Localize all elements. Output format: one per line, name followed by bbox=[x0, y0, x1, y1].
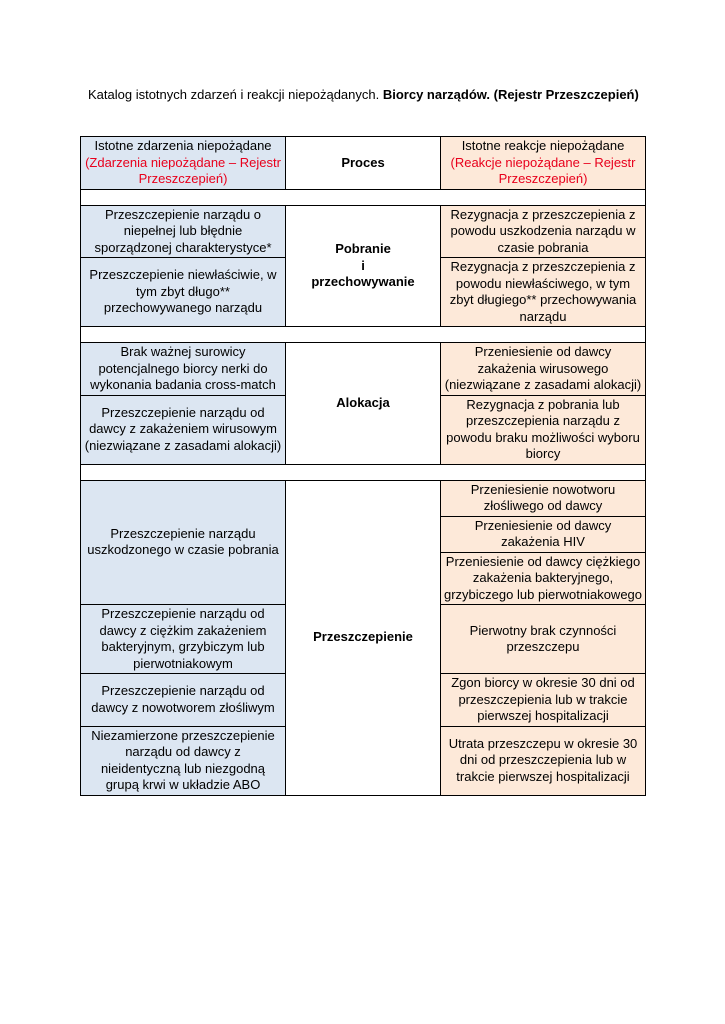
header-process-cell: Proces bbox=[286, 137, 441, 190]
catalog-table bbox=[80, 136, 646, 796]
document-title bbox=[88, 86, 708, 103]
process-cell: Pobranie i przechowywanie bbox=[286, 205, 441, 327]
event-cell: Przeszczepienie niewłaściwie, w tym zbyt długo** przechowywanego narządu bbox=[81, 258, 286, 327]
reaction-cell: Pierwotny brak czynności przeszczepu bbox=[441, 605, 646, 674]
table-row bbox=[81, 343, 646, 396]
table-row bbox=[81, 480, 646, 516]
event-cell: Przeszczepienie narządu o niepełnej lub błędnie sporządzonej charakterystyce* bbox=[81, 205, 286, 258]
event-cell: Niezamierzone przeszczepienie narządu od dawcy z nieidentyczną lub niezgodną grupą krwi w układzie ABO bbox=[81, 726, 286, 795]
reaction-cell: Przeniesienie nowotworu złośliwego od dawcy bbox=[441, 480, 646, 516]
header-events-sub: (Zdarzenia niepożądane – Rejestr Przeszczepień) bbox=[85, 154, 281, 186]
event-cell: Przeszczepienie narządu od dawcy z nowotworem złośliwym bbox=[81, 674, 286, 727]
reaction-cell: Przeniesienie od dawcy zakażenia HIV bbox=[441, 516, 646, 552]
event-cell: Przeszczepienie narządu od dawcy z zakażeniem wirusowym (niezwiązane z zasadami alokacji) bbox=[81, 395, 286, 464]
reaction-cell: Przeniesienie od dawcy ciężkiego zakażenia bakteryjnego, grzybiczego lub pierwotniakowego bbox=[441, 552, 646, 605]
table-row bbox=[81, 205, 646, 258]
process-cell: Przeszczepienie bbox=[286, 480, 441, 795]
process-cell: Alokacja bbox=[286, 343, 441, 465]
header-reactions-sub: (Reakcje niepożądane – Rejestr Przeszczepień) bbox=[450, 154, 636, 186]
spacer-row bbox=[81, 327, 646, 343]
header-reactions-cell bbox=[441, 137, 646, 190]
reaction-cell: Zgon biorcy w okresie 30 dni od przeszczepienia lub w trakcie pierwszej hospitalizacji bbox=[441, 674, 646, 727]
spacer-row bbox=[81, 189, 646, 205]
spacer-row bbox=[81, 464, 646, 480]
header-row bbox=[81, 137, 646, 190]
event-cell: Przeszczepienie narządu uszkodzonego w czasie pobrania bbox=[81, 480, 286, 605]
reaction-cell: Rezygnacja z przeszczepienia z powodu uszkodzenia narządu w czasie pobrania bbox=[441, 205, 646, 258]
header-reactions-label: Istotne reakcje niepożądane bbox=[461, 138, 625, 153]
title-normal: Katalog istotnych zdarzeń i reakcji niepożądanych. bbox=[88, 87, 383, 102]
header-events-cell bbox=[81, 137, 286, 190]
title-bold: Biorcy narządów. (Rejestr Przeszczepień) bbox=[382, 87, 639, 102]
reaction-cell: Rezygnacja z pobrania lub przeszczepienia narządu z powodu braku możliwości wyboru biorcy bbox=[441, 395, 646, 464]
reaction-cell: Przeniesienie od dawcy zakażenia wirusowego (niezwiązane z zasadami alokacji) bbox=[441, 343, 646, 396]
event-cell: Brak ważnej surowicy potencjalnego biorcy nerki do wykonania badania cross-match bbox=[81, 343, 286, 396]
header-events-label: Istotne zdarzenia niepożądane bbox=[94, 138, 272, 153]
event-cell: Przeszczepienie narządu od dawcy z ciężkim zakażeniem bakteryjnym, grzybiczym lub pierwotniakowym bbox=[81, 605, 286, 674]
reaction-cell: Rezygnacja z przeszczepienia z powodu niewłaściwego, w tym zbyt długiego** przechowywania narządu bbox=[441, 258, 646, 327]
reaction-cell: Utrata przeszczepu w okresie 30 dni od przeszczepienia lub w trakcie pierwszej hospitalizacji bbox=[441, 726, 646, 795]
